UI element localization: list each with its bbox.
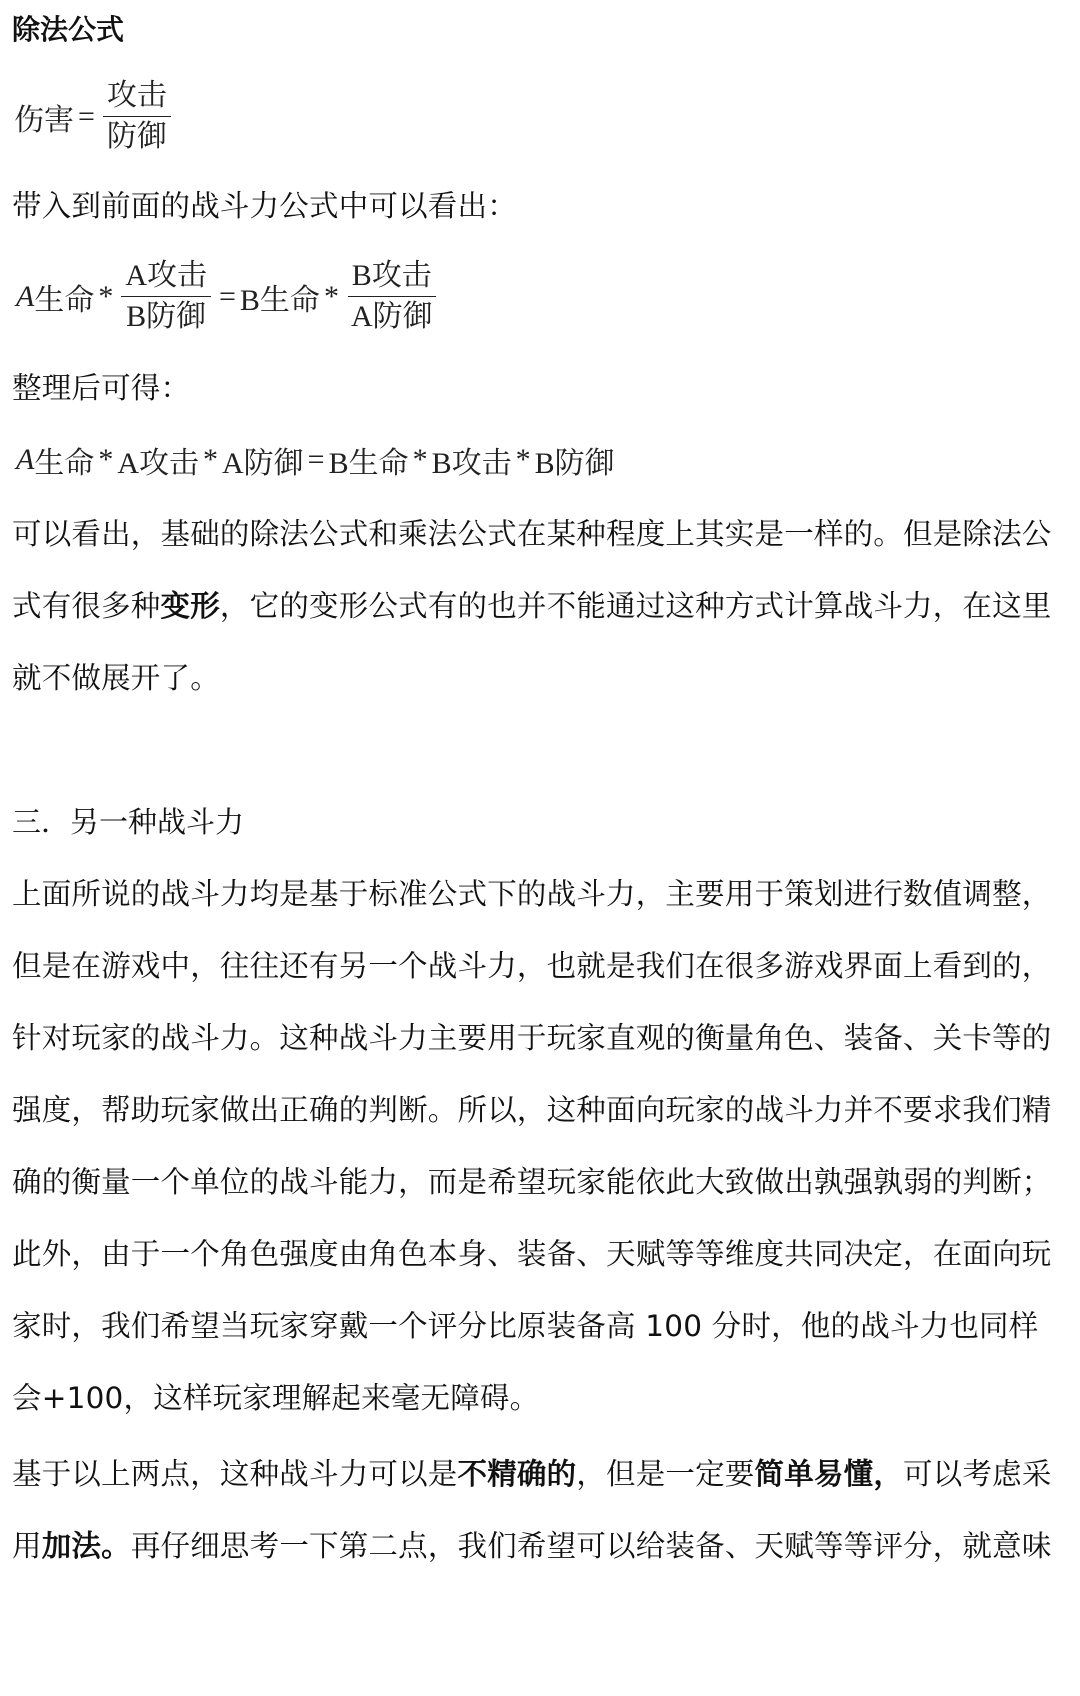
product-equation bbox=[16, 438, 615, 482]
paragraph-line: 强度，帮助玩家做出正确的判断。所以，这种面向玩家的战斗力并不要求我们精 bbox=[12, 1093, 1052, 1127]
formula-multiply: * bbox=[515, 443, 531, 476]
damage-formula bbox=[14, 78, 175, 155]
sorted-line: 整理后可得： bbox=[12, 371, 191, 405]
paragraph-line: 但是在游戏中，往往还有另一个战斗力，也就是我们在很多游戏界面上看到的， bbox=[12, 949, 1052, 983]
section-three-heading: 三．另一种战斗力 bbox=[12, 805, 245, 839]
a-attack-over-b-defense bbox=[121, 258, 211, 335]
formula-var-a: A bbox=[16, 443, 35, 476]
formula-equals: = bbox=[219, 279, 236, 313]
formula-multiply: * bbox=[98, 443, 114, 476]
formula-term: B防御 bbox=[534, 447, 615, 480]
formula-var-a: A bbox=[16, 279, 35, 313]
paragraph-line: 式有很多种变形，它的变形公式有的也并不能通过这种方式计算战斗力，在这里 bbox=[12, 589, 1052, 623]
bold-term: 加法。 bbox=[41, 1529, 131, 1563]
intro-line: 带入到前面的战斗力公式中可以看出： bbox=[12, 189, 517, 223]
paragraph-line: 就不做展开了。 bbox=[12, 661, 220, 695]
formula-term: A防御 bbox=[222, 447, 304, 480]
division-formula-heading: 除法公式 bbox=[12, 13, 125, 46]
fraction-numerator: 攻击 bbox=[103, 78, 171, 117]
formula-multiply: * bbox=[203, 443, 218, 476]
paragraph-line: 用加法。再仔细思考一下第二点，我们希望可以给装备、天赋等等评分，就意味 bbox=[12, 1529, 1052, 1563]
bold-term: 简单易懂， bbox=[754, 1457, 904, 1491]
combat-power-equation bbox=[16, 258, 441, 335]
formula-equals: = bbox=[307, 443, 325, 476]
paragraph-line: 确的衡量一个单位的战斗能力，而是希望玩家能依此大致做出孰强孰弱的判断； bbox=[12, 1165, 1052, 1199]
paragraph-line: 此外，由于一个角色强度由角色本身、装备、天赋等等维度共同决定，在面向玩 bbox=[12, 1237, 1052, 1271]
fraction-denominator: 防御 bbox=[106, 120, 167, 153]
paragraph-line: 针对玩家的战斗力。这种战斗力主要用于玩家直观的衡量角色、装备、关卡等的 bbox=[12, 1021, 1052, 1055]
fraction-numerator: B攻击 bbox=[348, 258, 436, 297]
paragraph-line: 家时，我们希望当玩家穿戴一个评分比原装备高 100 分时，他的战斗力也同样 bbox=[12, 1309, 1039, 1343]
formula-a-hp: 生命 bbox=[34, 283, 95, 317]
b-attack-over-a-defense bbox=[347, 258, 437, 335]
formula-multiply: * bbox=[412, 443, 428, 476]
paragraph-line: 可以看出，基础的除法公式和乘法公式在某种程度上其实是一样的。但是除法公 bbox=[12, 517, 1052, 551]
paragraph-line: 上面所说的战斗力均是基于标准公式下的战斗力，主要用于策划进行数值调整， bbox=[12, 877, 1052, 911]
formula-term: A攻击 bbox=[117, 447, 199, 480]
formula-b-hp: B生命 bbox=[239, 283, 320, 317]
bold-term: 不精确的 bbox=[457, 1457, 577, 1491]
formula-multiply: * bbox=[323, 279, 339, 313]
formula-term: B生命 bbox=[328, 447, 409, 480]
bold-term: 变形 bbox=[160, 589, 220, 623]
attack-over-defense-fraction bbox=[103, 78, 171, 155]
formula-multiply: * bbox=[98, 279, 114, 313]
formula-term: B攻击 bbox=[431, 447, 512, 480]
formula-damage-label: 伤害 bbox=[14, 103, 74, 137]
paragraph-line: 基于以上两点，这种战斗力可以是不精确的，但是一定要简单易懂，可以考虑采 bbox=[12, 1457, 1052, 1491]
fraction-numerator: A攻击 bbox=[121, 258, 211, 297]
paragraph-line: 会+100，这样玩家理解起来毫无障碍。 bbox=[12, 1381, 540, 1415]
fraction-denominator: A防御 bbox=[350, 300, 433, 333]
formula-term: 生命 bbox=[34, 447, 95, 480]
fraction-denominator: B防御 bbox=[126, 300, 207, 333]
formula-equals: = bbox=[78, 99, 95, 133]
